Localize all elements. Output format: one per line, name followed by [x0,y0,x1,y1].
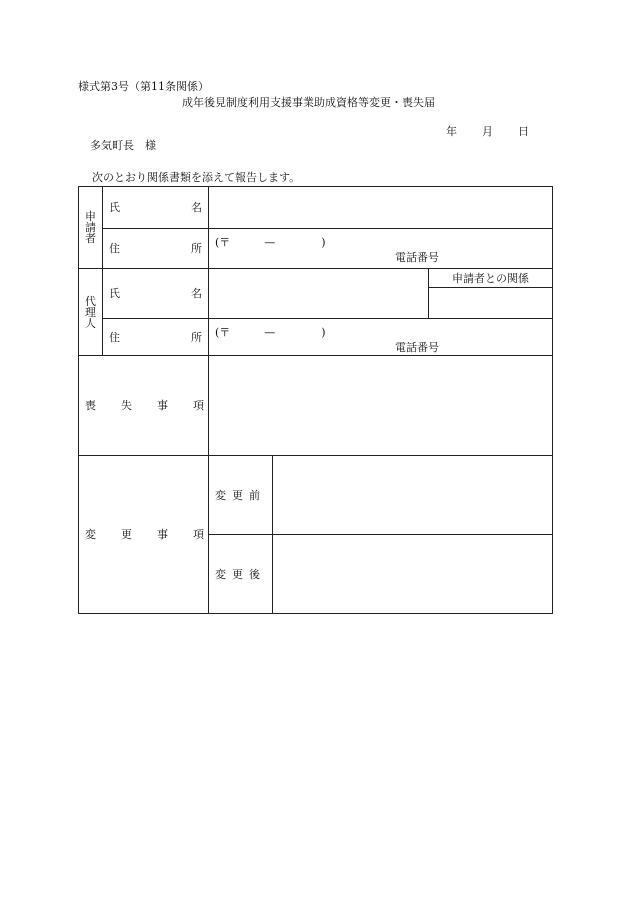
change-after-field[interactable] [273,535,553,614]
intro-text: 次のとおり関係書類を添えて報告します。 [92,171,301,184]
report-form-table [78,186,553,614]
agent-name-label: 氏 名 [103,269,209,319]
agent-relation-label: 申請者との関係 [429,269,553,288]
change-before-field[interactable] [273,456,553,535]
date-year: 年 [446,125,457,138]
agent-address-field[interactable] [209,319,553,356]
agent-address-label: 住 所 [103,319,209,356]
form-title: 成年後見制度利用支援事業助成資格等変更・喪失届 [182,96,435,109]
addressee: 多気町長 様 [90,139,156,152]
applicant-address-field[interactable] [209,229,553,269]
applicant-postal-code: (〒 — ) [215,236,326,249]
applicant-tel-label: 電話番号 [395,251,439,264]
loss-items-field[interactable] [209,356,553,456]
applicant-name-label: 氏 名 [103,187,209,229]
date-month: 月 [482,125,493,138]
applicant-name-field[interactable] [209,187,553,229]
agent-name-field[interactable] [209,269,429,319]
change-after-label: 変更後 [209,535,273,614]
date-day: 日 [518,125,529,138]
change-before-label: 変更前 [209,456,273,535]
form-number: 様式第3号（第11条関係） [78,80,209,93]
applicant-group-label: 申 請 者 [79,187,103,269]
agent-group-label: 代 理 人 [79,269,103,356]
change-items-label: 変 更 事 項 [79,456,209,614]
agent-tel-label: 電話番号 [395,341,439,354]
applicant-address-label: 住 所 [103,229,209,269]
loss-items-label: 喪 失 事 項 [79,356,209,456]
agent-relation-field[interactable] [429,288,553,319]
agent-postal-code: (〒 — ) [215,326,326,339]
